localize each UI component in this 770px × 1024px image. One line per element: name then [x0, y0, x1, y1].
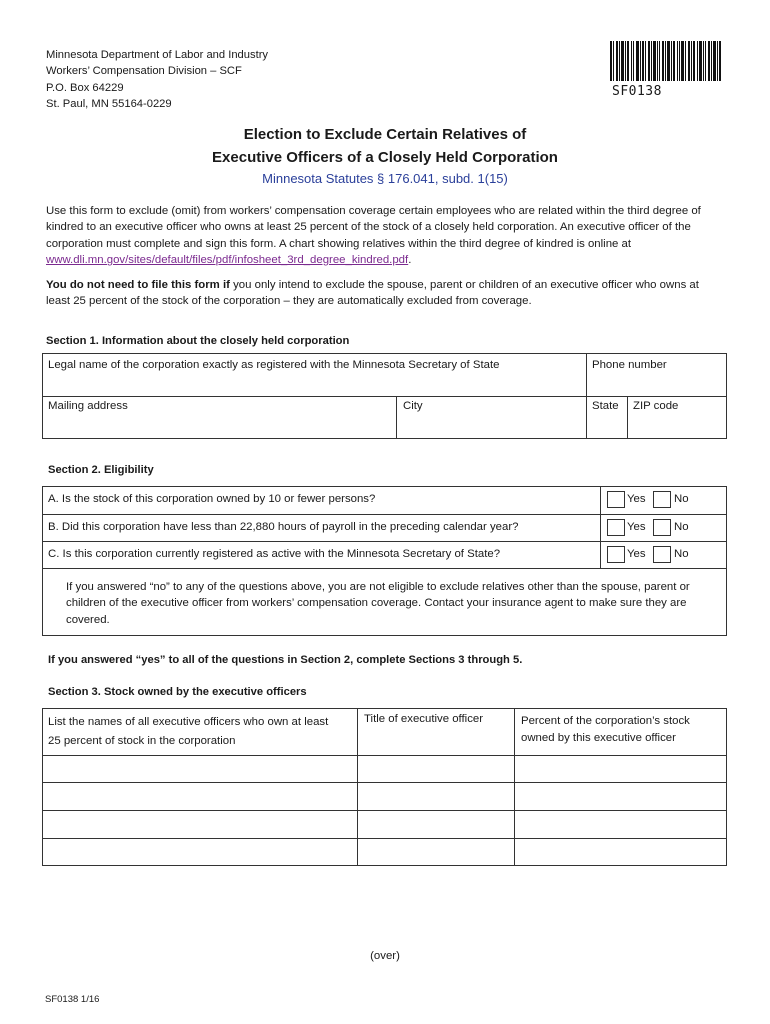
section3-heading: Section 3. Stock owned by the executive officers — [48, 686, 307, 698]
row-divider — [42, 514, 727, 515]
agency-address — [46, 47, 268, 112]
question-a: A. Is the stock of this corporation owned by 10 or fewer persons? — [48, 493, 376, 505]
form-title-line1: Election to Exclude Certain Relatives of — [243, 126, 527, 143]
address-line: P.O. Box 64229 — [46, 81, 124, 94]
question-b-yes-checkbox[interactable] — [607, 519, 625, 536]
col-divider — [586, 353, 587, 439]
row-divider — [42, 541, 727, 542]
officer-name-input[interactable] — [43, 811, 357, 838]
form-title-line2: Executive Officers of a Closely Held Corporation — [212, 149, 558, 166]
city-field[interactable]: City — [403, 400, 423, 412]
row-divider — [42, 568, 727, 569]
sections-instruction: If you answered “yes” to all of the questions in Section 2, complete Sections 3 through 5. — [48, 654, 523, 666]
intro-paragraph — [46, 203, 726, 269]
stock-percent-input[interactable] — [515, 839, 726, 865]
no-label: No — [674, 548, 689, 560]
question-a-no-checkbox[interactable] — [653, 491, 671, 508]
intro-text: Use this form to exclude (omit) from workers’ compensation coverage certain employees who are related within the third degree of kindred to an executive officer who owns at least 25 percent of the stock of a closely held corporation. An executive officer of the corporation must complete and sign this form. A chart showing relatives within the third degree of kindred is online at — [46, 205, 701, 250]
section1-heading: Section 1. Information about the closely held corporation — [46, 335, 350, 347]
officer-title-input[interactable] — [358, 839, 514, 865]
question-b: B. Did this corporation have less than 22,880 hours of payroll in the preceding calendar year? — [48, 521, 519, 533]
no-label: No — [674, 493, 689, 505]
officer-title-input[interactable] — [358, 783, 514, 810]
exemption-note — [46, 277, 726, 310]
officer-title-input[interactable] — [358, 756, 514, 782]
no-label: No — [674, 521, 689, 533]
question-c-yes-checkbox[interactable] — [607, 546, 625, 563]
yes-label: Yes — [627, 493, 646, 505]
stock-percent-input[interactable] — [515, 811, 726, 838]
address-line: Workers’ Compensation Division – SCF — [46, 65, 242, 78]
mailing-address-field[interactable]: Mailing address — [48, 400, 128, 412]
col-divider — [600, 486, 601, 568]
yes-label: Yes — [627, 548, 646, 560]
officer-name-input[interactable] — [43, 839, 357, 865]
note-rest: you only intend to exclude the spouse, parent or children of an executive officer who owns at least 25 percent of the stock of the corporation – they are automatically excluded from coverage. — [46, 279, 699, 308]
legal-name-field[interactable]: Legal name of the corporation exactly as registered with the Minnesota Secretary of State — [48, 359, 500, 371]
question-b-no-checkbox[interactable] — [653, 519, 671, 536]
officer-title-input[interactable] — [358, 811, 514, 838]
form-revision: SF0138 1/16 — [45, 994, 100, 1005]
stock-percent-input[interactable] — [515, 783, 726, 810]
form-code: SF0138 — [612, 84, 662, 99]
section2-heading: Section 2. Eligibility — [48, 464, 154, 476]
statute-reference: Minnesota Statutes § 176.041, subd. 1(15) — [262, 171, 508, 186]
col-divider — [396, 396, 397, 439]
address-line: St. Paul, MN 55164-0229 — [46, 97, 172, 110]
address-line: Minnesota Department of Labor and Industry — [46, 49, 269, 61]
question-c: C. Is this corporation currently registered as active with the Minnesota Secretary of State? — [48, 548, 501, 560]
intro-after-link: . — [408, 254, 412, 267]
officer-title-header: Title of executive officer — [364, 713, 484, 725]
question-c-no-checkbox[interactable] — [653, 546, 671, 563]
officer-name-input[interactable] — [43, 756, 357, 782]
stock-percent-input[interactable] — [515, 756, 726, 782]
col-divider — [627, 396, 628, 439]
officer-name-input[interactable] — [43, 783, 357, 810]
zip-code-field[interactable]: ZIP code — [633, 400, 679, 412]
state-field[interactable]: State — [592, 400, 619, 412]
question-a-yes-checkbox[interactable] — [607, 491, 625, 508]
yes-label: Yes — [627, 521, 646, 533]
row-divider — [42, 396, 727, 397]
kindred-chart-link[interactable]: www.dli.mn.gov/sites/default/files/pdf/infosheet_3rd_degree_kindred.pdf — [46, 254, 409, 267]
note-bold: You do not need to file this form if — [46, 279, 230, 291]
officer-names-header: List the names of all executive officers who own at least 25 percent of stock in the corporation — [48, 716, 329, 747]
ineligibility-notice: If you answered “no” to any of the questions above, you are not eligible to exclude relatives other than the spouse, parent or children of the executive officer from workers’ compensation coverage. Contact your insurance agent to make sure they are covered. — [66, 581, 690, 626]
phone-number-field[interactable]: Phone number — [592, 359, 667, 371]
over-indicator: (over) — [370, 950, 400, 962]
stock-percent-header: Percent of the corporation’s stock owned by this executive officer — [521, 715, 690, 744]
barcode-image — [610, 41, 722, 81]
